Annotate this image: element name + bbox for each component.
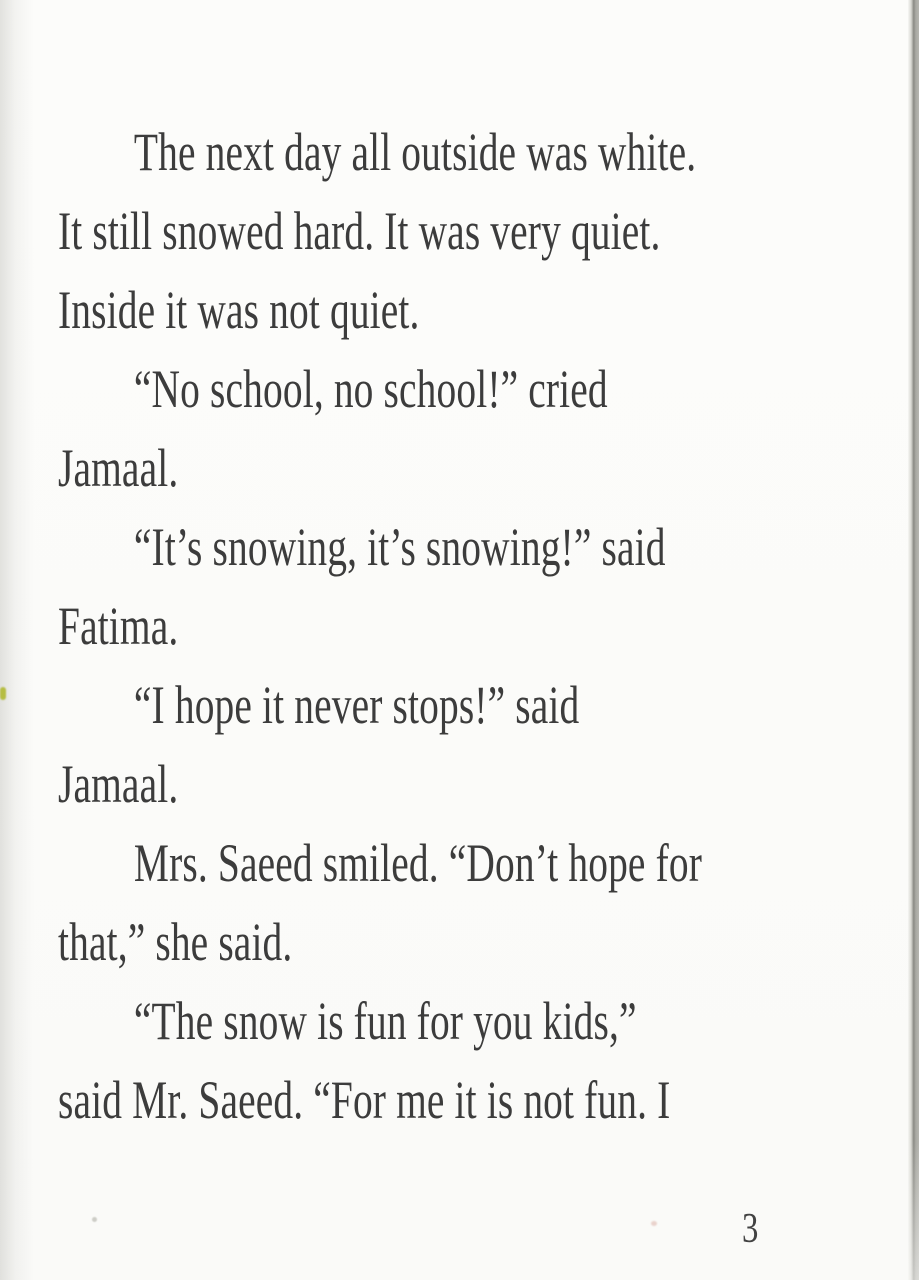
story-line: “The snow is fun for you kids,” [133,991,637,1051]
story-line: It still snowed hard. It was very quiet. [58,201,661,261]
story-line: “It’s snowing, it’s snowing!” said [133,517,666,577]
scan-speck-pink [651,1221,657,1226]
story-line: “No school, no school!” cried [133,359,608,419]
scan-speck-green [0,687,6,700]
story-line: Jamaal. [58,754,179,814]
story-line: Inside it was not quiet. [58,280,420,340]
scan-right-edge-fade [908,1140,919,1280]
story-text-block [58,113,918,1140]
story-paragraph [58,824,918,982]
story-line: Fatima. [58,596,179,656]
story-line: said Mr. Saeed. “For me it is not fun. I [58,1070,671,1130]
story-line: Jamaal. [58,438,179,498]
story-paragraph [58,113,918,350]
story-paragraph [58,982,918,1140]
story-line: that,” she said. [58,912,293,972]
story-paragraph [58,350,918,508]
story-line: Mrs. Saeed smiled. “Don’t hope for [133,833,702,893]
scan-left-edge-shade [0,0,34,1280]
story-line: “I hope it never stops!” said [133,675,580,735]
story-line: The next day all outside was white. [133,122,697,182]
story-paragraph [58,508,918,666]
scan-speck-gray [92,1217,97,1222]
page-number: 3 [742,1206,759,1252]
story-paragraph [58,666,918,824]
